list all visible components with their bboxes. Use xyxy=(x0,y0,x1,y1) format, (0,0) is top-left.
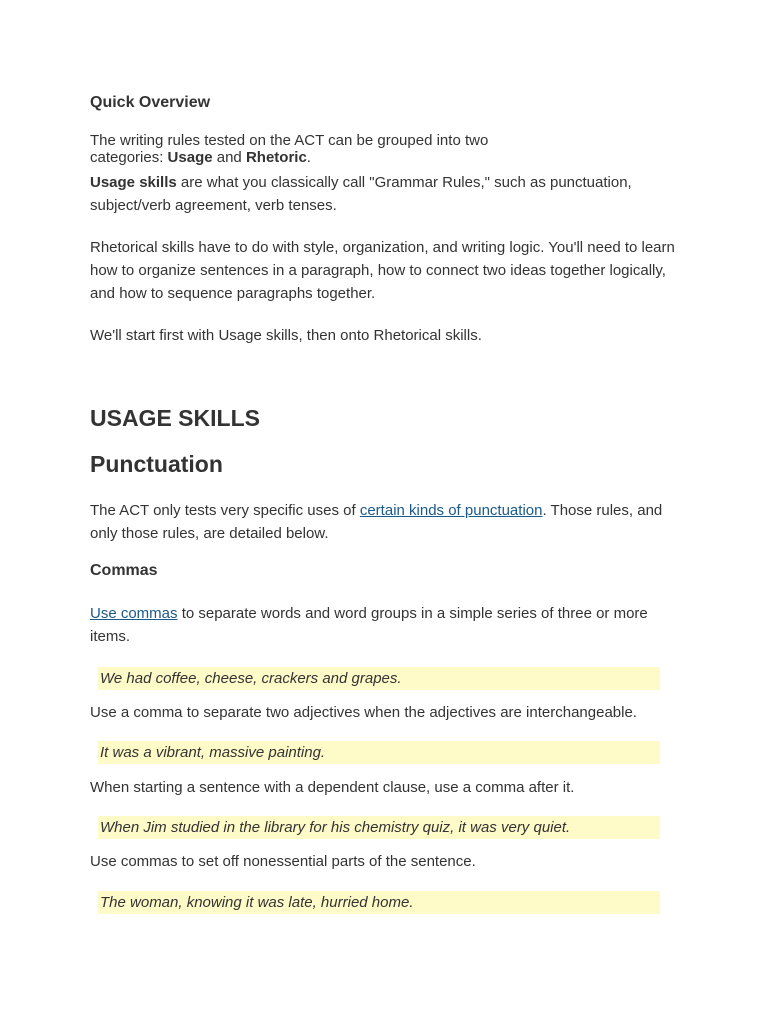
comma-rule-dependent-clause: When starting a sentence with a dependent clause, use a comma after it. xyxy=(90,779,575,796)
usage-skills-description: are what you classically call "Grammar Rules," such as punctuation, subject/verb agreement, verb tenses. xyxy=(90,174,632,214)
punctuation-suffix: . Those rules, and only those rules, are detailed below. xyxy=(90,502,663,542)
intro-and: and xyxy=(212,149,246,166)
use-commas-link[interactable]: Use commas xyxy=(90,605,178,622)
quick-overview-heading: Quick Overview xyxy=(90,94,211,111)
comma-rule-adjectives: Use a comma to separate two adjectives when the adjectives are interchangeable. xyxy=(90,704,637,721)
start-paragraph: We'll start first with Usage skills, then onto Rhetorical skills. xyxy=(90,327,482,344)
usage-skills-term: Usage skills xyxy=(90,174,177,191)
rhetoric-term: Rhetoric xyxy=(245,149,307,166)
punctuation-heading: Punctuation xyxy=(90,451,223,477)
comma-rule-series xyxy=(90,602,680,648)
comma-rule-series-text: to separate words and word groups in a simple series of three or more items. xyxy=(90,605,648,645)
usage-skills-heading: USAGE SKILLS xyxy=(90,405,260,431)
usage-skills-paragraph xyxy=(90,171,680,217)
example-dependent-clause: When Jim studied in the library for his chemistry quiz, it was very quiet. xyxy=(98,816,660,839)
punctuation-paragraph xyxy=(90,499,680,545)
rhetorical-skills-paragraph: Rhetorical skills have to do with style, organization, and writing logic. You'll need to learn how to organize sentences in a paragraph, how to connect two ideas together logically, and how to sequence paragraphs together. xyxy=(90,239,675,302)
punctuation-prefix: The ACT only tests very specific uses of xyxy=(90,502,360,519)
intro-end: . xyxy=(306,149,311,166)
punctuation-link[interactable]: certain kinds of punctuation xyxy=(359,502,543,519)
example-series: We had coffee, cheese, crackers and grapes. xyxy=(98,667,660,690)
intro-line-2-prefix: categories: xyxy=(90,149,168,166)
usage-term: Usage xyxy=(167,149,213,166)
intro-paragraph xyxy=(90,132,680,166)
intro-line-1: The writing rules tested on the ACT can be grouped into two xyxy=(90,132,489,149)
example-adjectives: It was a vibrant, massive painting. xyxy=(98,741,660,764)
commas-heading: Commas xyxy=(90,562,158,579)
example-nonessential: The woman, knowing it was late, hurried home. xyxy=(98,891,660,914)
comma-rule-nonessential: Use commas to set off nonessential parts of the sentence. xyxy=(90,853,476,870)
